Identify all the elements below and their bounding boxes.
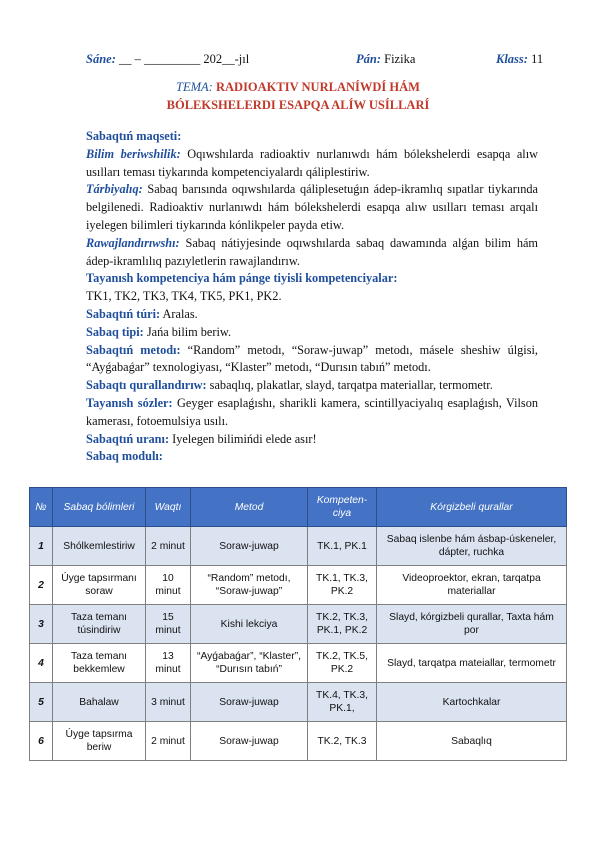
lesson-kind-value: Jańa bilim beriw. bbox=[143, 324, 232, 339]
lesson-kind-label: Sabaq tipi: bbox=[86, 324, 144, 339]
row-number: 6 bbox=[30, 722, 53, 761]
row-method: Soraw-juwap bbox=[191, 527, 308, 566]
lesson-module-table bbox=[29, 487, 567, 761]
lesson-type-label: Sabaqtıń túri: bbox=[86, 306, 161, 321]
page-title bbox=[0, 78, 596, 114]
lesson-equipment-label: Sabaqtı qurallandırıw: bbox=[86, 378, 207, 393]
educational-label: Bilim beriwshilik: bbox=[86, 146, 181, 161]
row-section: Shólkemlestiriw bbox=[53, 527, 146, 566]
row-number: 3 bbox=[30, 605, 53, 644]
row-method: “Ayǵabaǵar”, “Klaster”, “Durısın tabıń” bbox=[191, 644, 308, 683]
module-heading: Sabaq modulı: bbox=[86, 449, 163, 464]
competencies-heading: Tayanısh kompetenciya hám pánge tiyisli kompetenciyalar: bbox=[86, 271, 398, 286]
row-number: 1 bbox=[30, 527, 53, 566]
row-competency: TK.2, TK.3 bbox=[308, 722, 377, 761]
row-section: Úyge tapsırma beriw bbox=[53, 722, 146, 761]
title-line-1: RADIOAKTIV NURLANÍWDÍ HÁM bbox=[215, 80, 420, 94]
col-competency: Kompeten-ciya bbox=[308, 488, 377, 527]
row-time: 2 minut bbox=[146, 722, 191, 761]
row-visual-aids: Sabaqlıq bbox=[377, 722, 567, 761]
col-number: № bbox=[30, 488, 53, 527]
date-label: Sáne: bbox=[86, 52, 116, 66]
goal-heading: Sabaqtıń maqseti: bbox=[86, 129, 182, 143]
lesson-method-value: “Random” metodı, “Soraw-juwap” metodı, másele sheshiw úlgisi, “Ayǵabaǵar” texnologiyası, “Klaster” metodı, “Durısın tabıń” metodı. bbox=[86, 342, 538, 375]
subject-field bbox=[356, 52, 415, 67]
lesson-motto bbox=[86, 431, 538, 449]
table-header-row bbox=[30, 488, 567, 527]
lesson-type bbox=[86, 306, 538, 324]
goal-educational bbox=[86, 146, 538, 182]
col-method: Metod bbox=[191, 488, 308, 527]
table-row bbox=[30, 605, 567, 644]
table-row bbox=[30, 527, 567, 566]
row-visual-aids: Slayd, tarqatpa mateiallar, termometr bbox=[377, 644, 567, 683]
row-number: 4 bbox=[30, 644, 53, 683]
lesson-motto-label: Sabaqtıń uranı: bbox=[86, 431, 170, 446]
lesson-kind bbox=[86, 324, 538, 342]
table-row bbox=[30, 722, 567, 761]
lesson-motto-value: Iyelegen bilimińdi elede asır! bbox=[169, 431, 317, 446]
subject-value: Fizika bbox=[384, 52, 416, 66]
header-line bbox=[86, 52, 556, 70]
row-visual-aids: Kartochkalar bbox=[377, 683, 567, 722]
goal-developmental bbox=[86, 235, 538, 271]
upbringing-label: Tárbiyalıq: bbox=[86, 182, 143, 197]
col-visual-aids: Kórgizbeli qurallar bbox=[377, 488, 567, 527]
key-words-label: Tayanısh sózler: bbox=[86, 395, 173, 410]
table-row bbox=[30, 644, 567, 683]
upbringing-text: Sabaq barısında oqıwshılarda qáliplesetuǵın ádep-ikramlıq sıpatlar tiykarında belgilenedi. Radioaktiv nurlanıwdı hám bólekshelerdi esapqa alıw usılları teması arqalı iyelegen bilimleri tiykarında kónlikpeler payda etiw. bbox=[86, 182, 538, 232]
row-competency: TK.1, PK.1 bbox=[308, 527, 377, 566]
educational-text: Oqıwshılarda radioaktiv nurlanıwdı hám bólekshelerdi esapqa alıw usılları teması tiykarında kompetenciyalardı qáliplestiriw. bbox=[86, 146, 538, 179]
row-section: Bahalaw bbox=[53, 683, 146, 722]
table-row bbox=[30, 683, 567, 722]
lesson-equipment-value: sabaqlıq, plakatlar, slayd, tarqatpa materiallar, termometr. bbox=[206, 378, 493, 393]
title-label: TEMA: bbox=[176, 80, 213, 94]
class-field bbox=[496, 52, 543, 67]
row-competency: TK.2, TK.5, PK.2 bbox=[308, 644, 377, 683]
row-section: Taza temanı túsindiriw bbox=[53, 605, 146, 644]
table-row bbox=[30, 566, 567, 605]
key-words bbox=[86, 395, 538, 431]
row-method: Kishi lekciya bbox=[191, 605, 308, 644]
developmental-text: Sabaq nátiyjesinde oqıwshılarda sabaq dawamında alǵan bilim hám ádep-ikramlılıq pazıyletlerin rawajlandırıw. bbox=[86, 235, 538, 268]
row-competency: TK.4, TK.3, PK.1, bbox=[308, 683, 377, 722]
lesson-method bbox=[86, 342, 538, 378]
row-method: “Random” metodı, “Soraw-juwap” bbox=[191, 566, 308, 605]
developmental-label: Rawajlandırıwshı: bbox=[86, 235, 180, 250]
goal-upbringing bbox=[86, 181, 538, 234]
row-time: 15 minut bbox=[146, 605, 191, 644]
row-number: 2 bbox=[30, 566, 53, 605]
class-label: Klass: bbox=[496, 52, 528, 66]
row-time: 10 minut bbox=[146, 566, 191, 605]
col-time: Waqtı bbox=[146, 488, 191, 527]
lesson-type-value: Aralas. bbox=[160, 306, 198, 321]
row-competency: TK.2, TK.3, PK.1, PK.2 bbox=[308, 605, 377, 644]
row-visual-aids: Sabaq islenbe hám ásbap-úskeneler, dápter, ruchka bbox=[377, 527, 567, 566]
row-section: Taza temanı bekkemlew bbox=[53, 644, 146, 683]
row-time: 2 minut bbox=[146, 527, 191, 566]
subject-label: Pán: bbox=[356, 52, 381, 66]
row-visual-aids: Slayd, kórgizbeli qurallar, Taxta hám por bbox=[377, 605, 567, 644]
row-section: Úyge tapsırmanı soraw bbox=[53, 566, 146, 605]
row-time: 13 minut bbox=[146, 644, 191, 683]
row-number: 5 bbox=[30, 683, 53, 722]
lesson-equipment bbox=[86, 377, 538, 395]
key-words-value: Geyger esaplaǵıshı, sharikli kamera, scintillyaciyalıq esaplaǵısh, Vilson kamerası, fotoemulsiya usılı. bbox=[86, 395, 538, 428]
row-visual-aids: Videoproektor, ekran, tarqatpa materiallar bbox=[377, 566, 567, 605]
title-line-2: BÓLEKSHELERDI ESAPQA ALÍW USÍLLARÍ bbox=[166, 98, 430, 112]
date-value: __ – _________ 202__-jıl bbox=[119, 52, 250, 66]
lesson-method-label: Sabaqtıń metodı: bbox=[86, 342, 181, 357]
row-time: 3 minut bbox=[146, 683, 191, 722]
row-competency: TK.1, TK.3, PK.2 bbox=[308, 566, 377, 605]
col-sections: Sabaq bólimleri bbox=[53, 488, 146, 527]
row-method: Soraw-juwap bbox=[191, 683, 308, 722]
class-value: 11 bbox=[531, 52, 544, 66]
row-method: Soraw-juwap bbox=[191, 722, 308, 761]
competencies-list: TK1, TK2, TK3, TK4, TK5, PK1, PK2. bbox=[86, 289, 282, 304]
date-field bbox=[86, 52, 249, 67]
lesson-details bbox=[86, 128, 538, 466]
